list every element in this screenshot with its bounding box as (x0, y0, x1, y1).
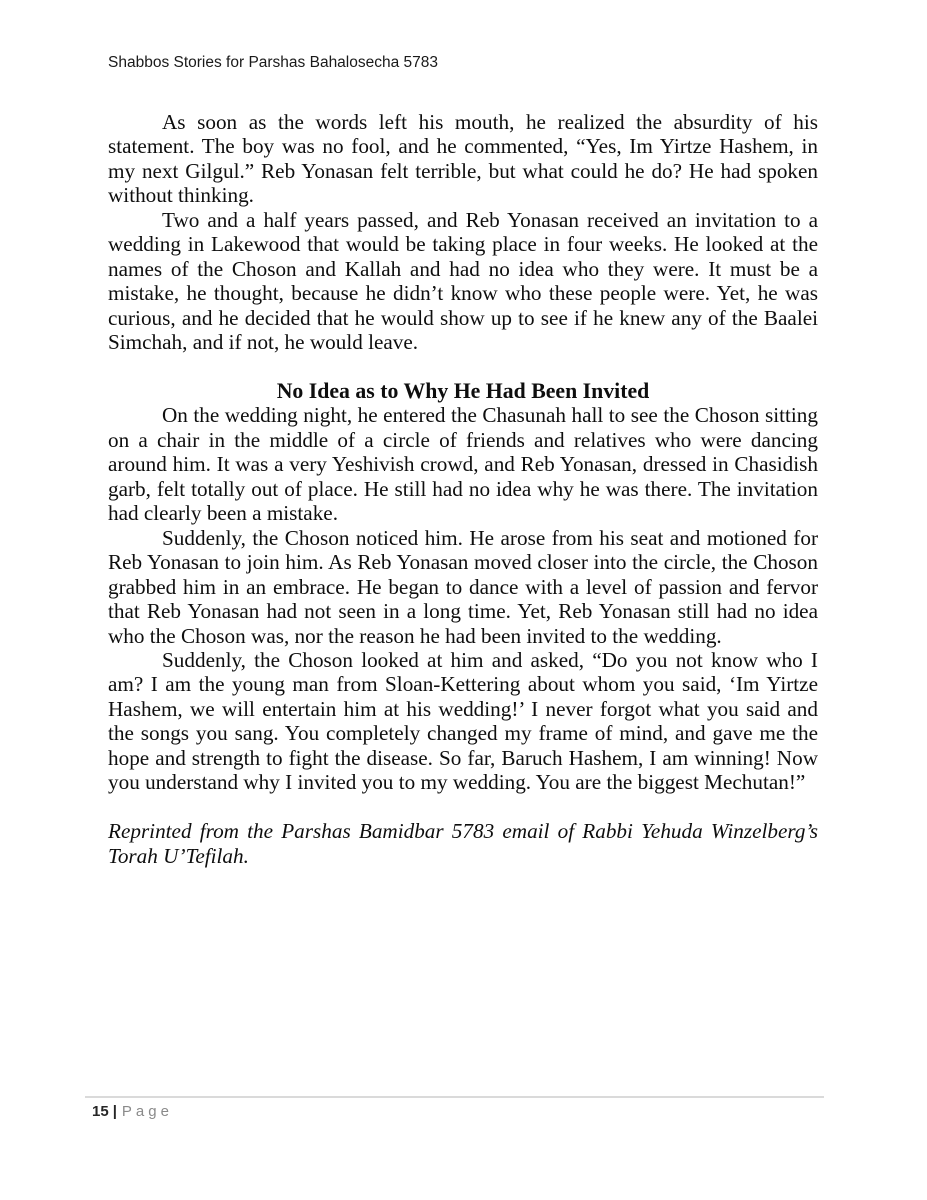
footer-page-label: Page (121, 1103, 173, 1120)
section-heading: No Idea as to Why He Had Been Invited (276, 378, 650, 403)
reprint-attribution-note: Reprinted from the Parshas Bamidbar 5783 email of Rabbi Yehuda Winzelberg’s Torah U’Tefilah. (108, 819, 818, 868)
page-footer (92, 1103, 173, 1120)
story-paragraph-4: Suddenly, the Choson noticed him. He arose from his seat and motioned for Reb Yonasan to join him. As Reb Yonasan moved closer into the circle, the Choson grabbed him in an embrace. He began to dance with a level of passion and fervor that Reb Yonasan had not seen in a long time. Yet, Reb Yonasan still had no idea who the Choson was, nor the reason he had been invited to the wedding. (108, 525, 818, 648)
story-paragraph-1: As soon as the words left his mouth, he realized the absurdity of his statement. The boy was no fool, and he commented, “Yes, Im Yirtze Hashem, in my next Gilgul.” Reb Yonasan felt terrible, but what could he do? He had spoken without thinking. (108, 110, 818, 208)
running-header-title: Shabbos Stories for Parshas Bahalosecha 5783 (108, 54, 439, 71)
footer-separator-bar: | (112, 1103, 117, 1120)
story-paragraph-2: Two and a half years passed, and Reb Yonasan received an invitation to a wedding in Lakewood that would be taking place in four weeks. He looked at the names of the Choson and Kallah and had no idea who they were. It must be a mistake, he thought, because he didn’t know who these people were. Yet, he was curious, and he decided that he would show up to see if he knew any of the Baalei Simchah, and if not, he would leave. (108, 207, 818, 355)
story-paragraph-5: Suddenly, the Choson looked at him and asked, “Do you not know who I am? I am the young man from Sloan-Kettering about whom you said, ‘Im Yirtze Hashem, we will entertain him at his wedding!’ I never forgot what you said and the songs you sang. You completely changed my frame of mind, and gave me the hope and strength to fight the disease. So far, Baruch Hashem, I am winning! Now you understand why I invited you to my wedding. You are the biggest Mechutan!” (108, 647, 818, 795)
footer-page-number: 15 (92, 1103, 109, 1120)
story-paragraph-3: On the wedding night, he entered the Chasunah hall to see the Choson sitting on a chair in the middle of a circle of friends and relatives who were dancing around him. It was a very Yeshivish crowd, and Reb Yonasan, dressed in Chasidish garb, felt totally out of place. He still had no idea why he was there. The invitation had clearly been a mistake. (108, 403, 818, 526)
footer-divider-rule (85, 1096, 824, 1098)
document-body (108, 110, 818, 868)
